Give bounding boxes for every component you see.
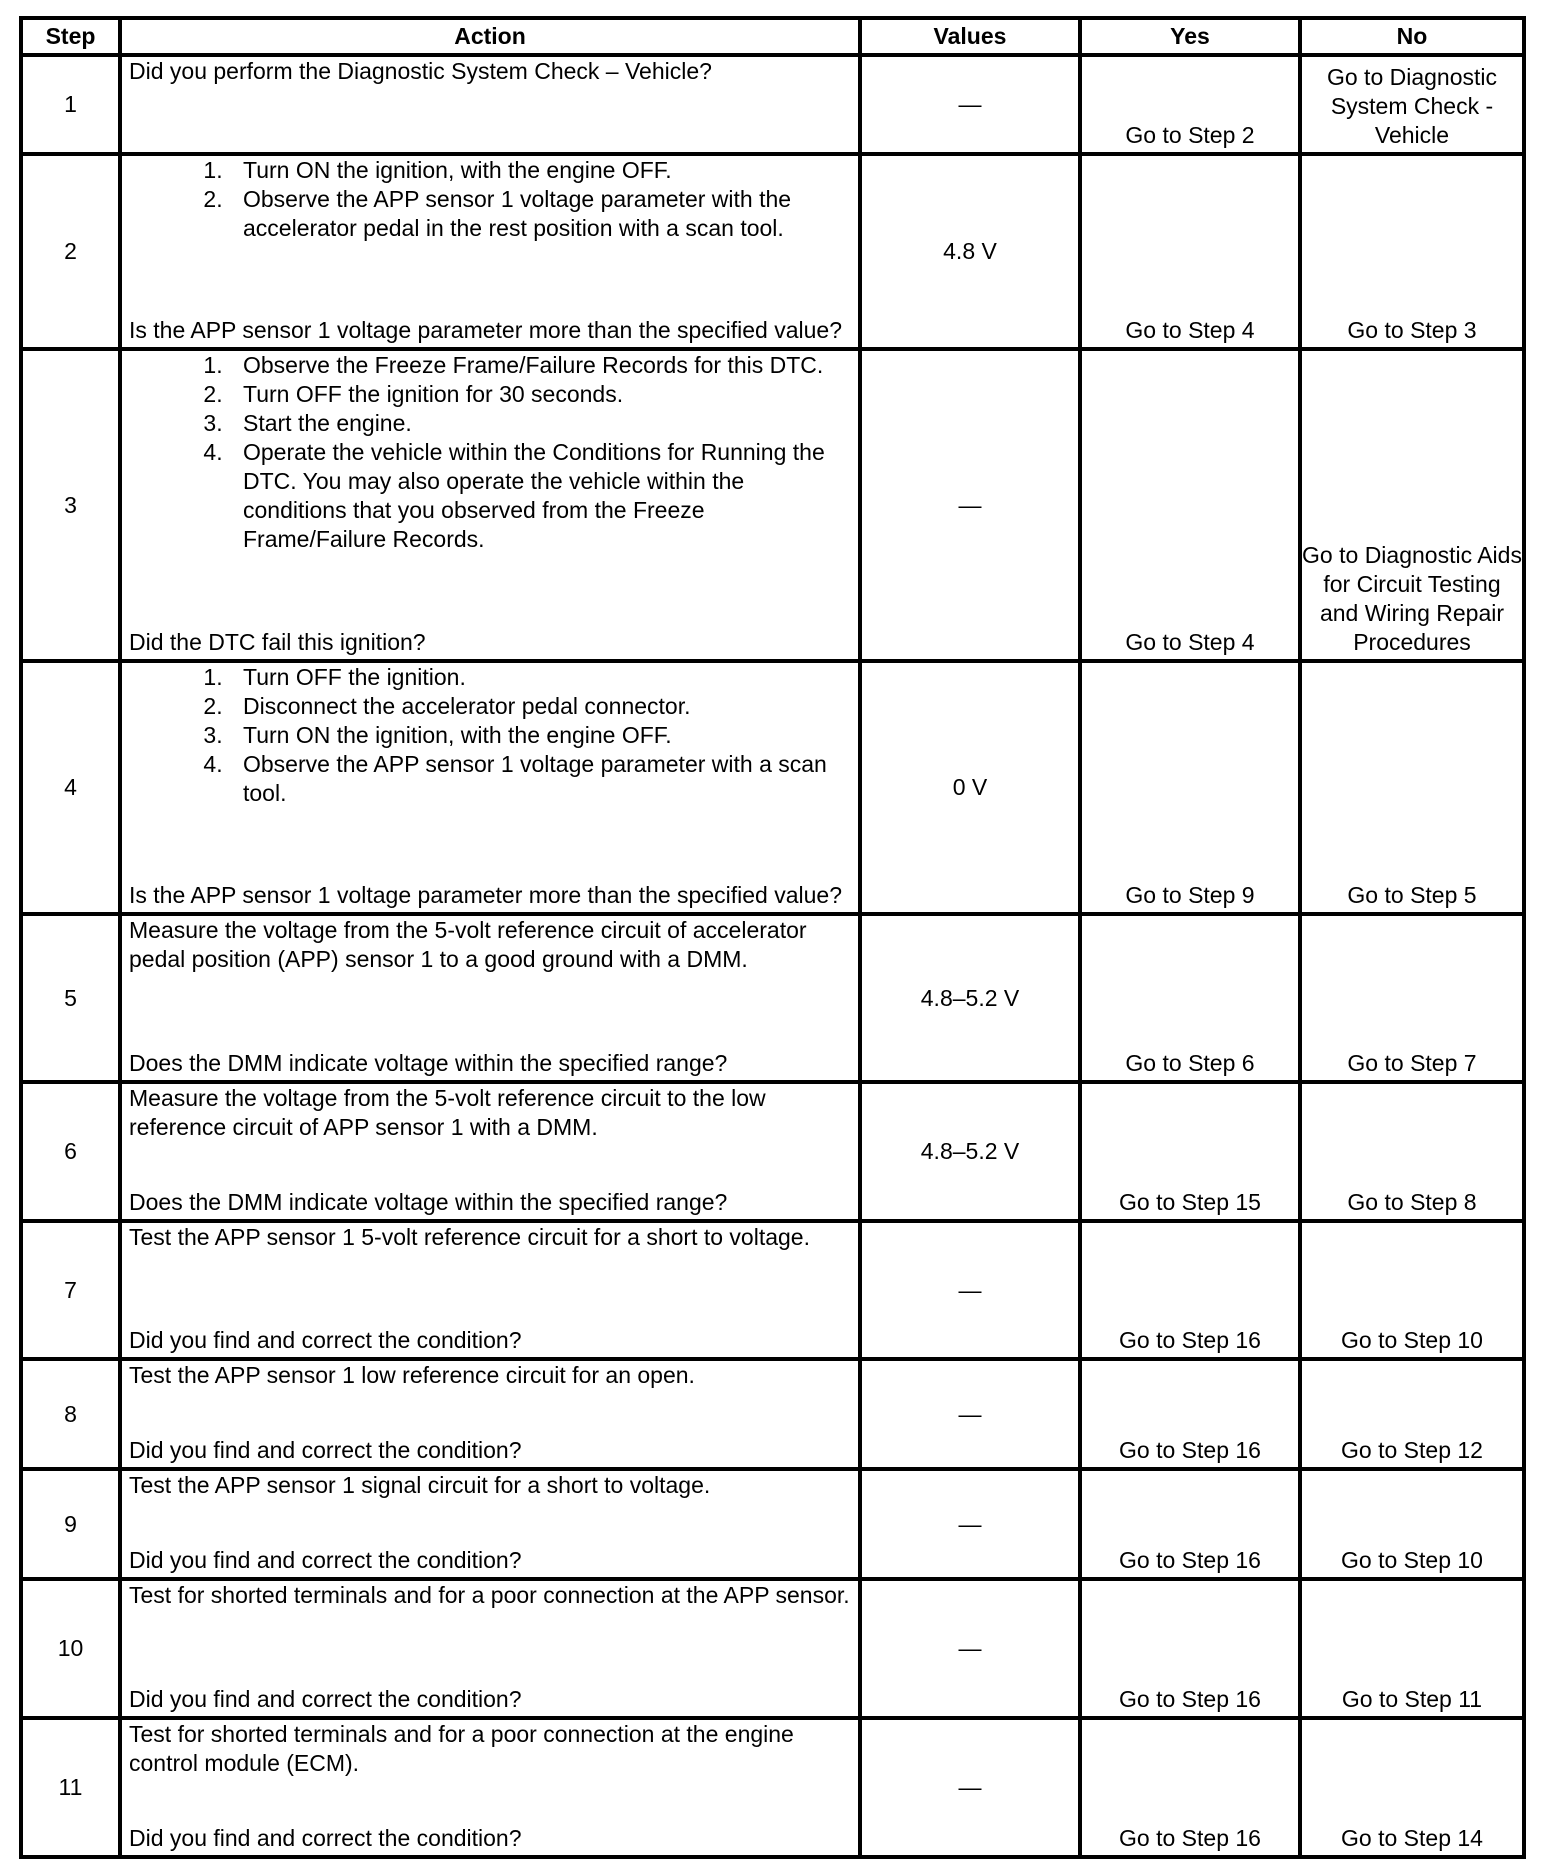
value-cell: — (860, 1718, 1080, 1857)
action-text: Did you perform the Diagnostic System Check – Vehicle? (129, 58, 712, 84)
action-cell (120, 154, 860, 349)
step-number: 3 (21, 349, 120, 661)
step-number: 5 (21, 914, 120, 1082)
step-number: 7 (21, 1221, 120, 1359)
action-text: Test for shorted terminals and for a poor connection at the APP sensor. (129, 1582, 850, 1608)
diagnostic-table (19, 16, 1526, 1859)
action-text: Test the APP sensor 1 low reference circuit for an open. (129, 1362, 695, 1388)
header-step: Step (21, 18, 120, 55)
value-cell: — (860, 1221, 1080, 1359)
action-question: Does the DMM indicate voltage within the specified range? (129, 1050, 728, 1076)
no-cell: Go to Step 10 (1300, 1469, 1524, 1579)
table-row (21, 1469, 1524, 1579)
action-question: Does the DMM indicate voltage within the specified range? (129, 1189, 728, 1215)
table-row (21, 914, 1524, 1082)
action-text: Measure the voltage from the 5-volt reference circuit to the low reference circuit of APP sensor 1 with a DMM. (129, 1085, 766, 1140)
header-no: No (1300, 18, 1524, 55)
value-cell: — (860, 1579, 1080, 1718)
step-number: 2 (21, 154, 120, 349)
value-cell: — (860, 55, 1080, 154)
action-step-item: 2. Observe the APP sensor 1 voltage parameter with the accelerator pedal in the rest position with a scan tool. (229, 185, 854, 243)
yes-cell: Go to Step 16 (1080, 1718, 1300, 1857)
action-cell (120, 661, 860, 914)
table-row (21, 55, 1524, 154)
no-cell: Go to Step 14 (1300, 1718, 1524, 1857)
no-cell: Go to Step 11 (1300, 1579, 1524, 1718)
action-question: Did you find and correct the condition? (129, 1327, 522, 1353)
no-cell: Go to Step 8 (1300, 1082, 1524, 1221)
action-step-item: 1. Turn OFF the ignition. (229, 663, 854, 692)
yes-cell: Go to Step 4 (1080, 154, 1300, 349)
no-cell: Go to Step 12 (1300, 1359, 1524, 1469)
action-text: Measure the voltage from the 5-volt reference circuit of accelerator pedal position (APP) sensor 1 to a good ground with a DMM. (129, 917, 807, 972)
value-cell: 4.8–5.2 V (860, 1082, 1080, 1221)
action-cell (120, 349, 860, 661)
header-row (21, 18, 1524, 55)
action-step-item: 1. Observe the Freeze Frame/Failure Records for this DTC. (229, 351, 854, 380)
no-cell: Go to Diagnostic System Check - Vehicle (1300, 55, 1524, 154)
value-cell: 4.8 V (860, 154, 1080, 349)
no-cell: Go to Step 3 (1300, 154, 1524, 349)
action-question: Did you find and correct the condition? (129, 1686, 522, 1712)
action-step-item: 2. Disconnect the accelerator pedal connector. (229, 692, 854, 721)
yes-cell: Go to Step 9 (1080, 661, 1300, 914)
table-row (21, 1221, 1524, 1359)
action-steps (129, 351, 854, 554)
table-row (21, 1718, 1524, 1857)
yes-cell: Go to Step 15 (1080, 1082, 1300, 1221)
step-number: 9 (21, 1469, 120, 1579)
action-cell (120, 1082, 860, 1221)
action-question: Is the APP sensor 1 voltage parameter more than the specified value? (129, 317, 842, 343)
action-cell (120, 1469, 860, 1579)
value-cell: — (860, 349, 1080, 661)
yes-cell: Go to Step 4 (1080, 349, 1300, 661)
no-cell: Go to Step 7 (1300, 914, 1524, 1082)
action-steps (129, 156, 854, 243)
table-row (21, 1359, 1524, 1469)
action-step-item: 3. Start the engine. (229, 409, 854, 438)
action-step-item: 4. Observe the APP sensor 1 voltage parameter with a scan tool. (229, 750, 854, 808)
table-row (21, 1579, 1524, 1718)
header-yes: Yes (1080, 18, 1300, 55)
header-action: Action (120, 18, 860, 55)
action-step-item: 4. Operate the vehicle within the Conditions for Running the DTC. You may also operate the vehicle within the conditions that you observed from the Freeze Frame/Failure Records. (229, 438, 854, 554)
action-step-item: 3. Turn ON the ignition, with the engine OFF. (229, 721, 854, 750)
step-number: 4 (21, 661, 120, 914)
action-cell (120, 55, 860, 154)
yes-cell: Go to Step 2 (1080, 55, 1300, 154)
action-cell (120, 1718, 860, 1857)
yes-cell: Go to Step 6 (1080, 914, 1300, 1082)
yes-cell: Go to Step 16 (1080, 1359, 1300, 1469)
no-cell: Go to Step 5 (1300, 661, 1524, 914)
no-cell: Go to Diagnostic Aids for Circuit Testing and Wiring Repair Procedures (1300, 349, 1524, 661)
action-question: Did you find and correct the condition? (129, 1825, 522, 1851)
table-row (21, 349, 1524, 661)
table-row (21, 154, 1524, 349)
action-text: Test the APP sensor 1 signal circuit for a short to voltage. (129, 1472, 711, 1498)
yes-cell: Go to Step 16 (1080, 1221, 1300, 1359)
action-question: Did the DTC fail this ignition? (129, 629, 426, 655)
step-number: 8 (21, 1359, 120, 1469)
table-row (21, 1082, 1524, 1221)
value-cell: 4.8–5.2 V (860, 914, 1080, 1082)
step-number: 1 (21, 55, 120, 154)
action-step-item: 1. Turn ON the ignition, with the engine OFF. (229, 156, 854, 185)
action-question: Did you find and correct the condition? (129, 1547, 522, 1573)
step-number: 6 (21, 1082, 120, 1221)
action-cell (120, 1359, 860, 1469)
value-cell: 0 V (860, 661, 1080, 914)
action-text: Test the APP sensor 1 5-volt reference circuit for a short to voltage. (129, 1224, 810, 1250)
action-question: Is the APP sensor 1 voltage parameter more than the specified value? (129, 882, 842, 908)
action-cell (120, 1579, 860, 1718)
action-text: Test for shorted terminals and for a poor connection at the engine control module (ECM). (129, 1721, 794, 1776)
step-number: 11 (21, 1718, 120, 1857)
action-cell (120, 1221, 860, 1359)
action-cell (120, 914, 860, 1082)
value-cell: — (860, 1469, 1080, 1579)
action-question: Did you find and correct the condition? (129, 1437, 522, 1463)
action-steps (129, 663, 854, 808)
step-number: 10 (21, 1579, 120, 1718)
yes-cell: Go to Step 16 (1080, 1579, 1300, 1718)
header-values: Values (860, 18, 1080, 55)
value-cell: — (860, 1359, 1080, 1469)
no-cell: Go to Step 10 (1300, 1221, 1524, 1359)
action-step-item: 2. Turn OFF the ignition for 30 seconds. (229, 380, 854, 409)
yes-cell: Go to Step 16 (1080, 1469, 1300, 1579)
table-row (21, 661, 1524, 914)
